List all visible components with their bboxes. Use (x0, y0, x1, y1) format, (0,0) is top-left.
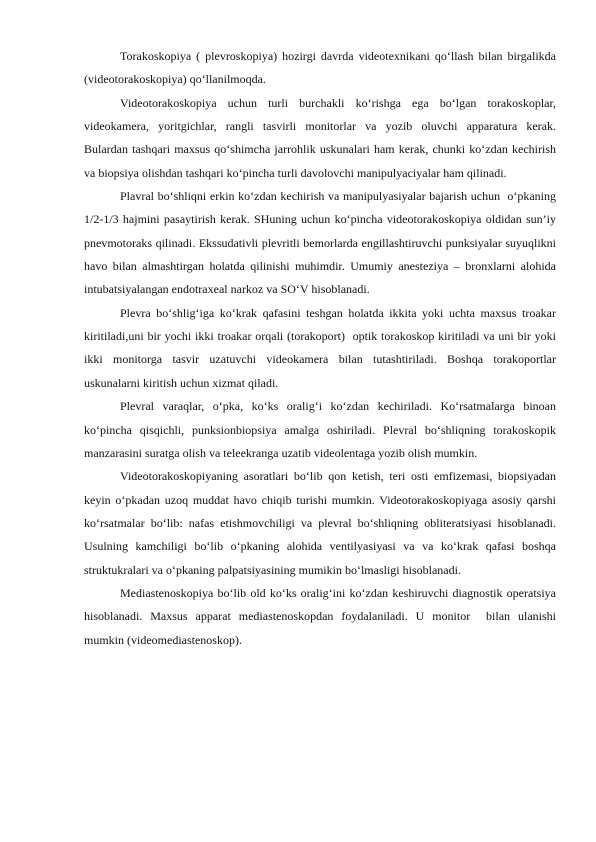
document-page (84, 45, 568, 652)
paragraph-pleural-examination: Plevral varaqlar, o‘pka, ko‘ks oralig‘i ko‘zdan kechiriladi. Ko‘rsatmalarga binoan ko‘pincha qisqichli, punksionbiopsiya amalga oshiriladi. Plevral bo‘shliqning torakoskopik manzarasini suratga olish va teleekranga uzatib videolentaga yozib olish mumkin. (84, 399, 559, 460)
paragraph-videotorakoskopiya-equipment: Videotorakoskopiya uchun turli burchakli ko‘rishga ega bo‘lgan torakoskoplar, videokamera, yoritgichlar, rangli tasvirli monitorlar va yozib oluvchi apparatura kerak. Bulardan tashqari maxsus qo‘shimcha jarrohlik uskunalari ham kerak, chunki ko‘zdan kechirish va biopsiya olishdan tashqari ko‘pincha turli davolovchi manipulyaciyalar ham qilinadi. (84, 95, 568, 180)
paragraph-mediastenoskopiya: Mediastenoskopiya bo‘lib old ko‘ks oralig‘ini ko‘zdan keshiruvchi diagnostik operatsiya hisoblanadi. Maxsus apparat mediastenoskopdan foydalaniladi. U monitor bilan ulanishi mumkin (videomediastenoskop). (84, 585, 562, 647)
paragraph-complications: Videotorakoskopiyaning asoratlari bo‘lib qon ketish, teri osti emfizemasi, biopsiyadan keyin o‘pkadan uzoq muddat havo chiqib turishi mumkin. Videotorakoskopiyaga asosiy qarshi ko‘rsatmalar bo‘lib: nafas etishmovchiligi va plevral bo‘shliqning obliteratsiyasi hisoblanadi. Usulning kamchiligi bo‘lib o‘pkaning alohida ventilyasiyasi va va ko‘krak qafasi boshqa struktukralari va o‘pkaning palpatsiyasining mumikin bo‘lmasligi hisoblanadi. (84, 469, 559, 577)
paragraph-torakoskopiya-intro: Torakoskopiya ( plevroskopiya) hozirgi davrda videotexnikani qo‘llash bilan birgalikda (videotorakoskopiya) qo‘llanilmoqda. (84, 49, 559, 87)
paragraph-troakar-insertion: Plevra bo‘shlig‘iga ko‘krak qafasini teshgan holatda ikkita yoki uchta maxsus troakar kiritiladi,uni bir yochi ikki troakar orqali (torakoport) optik torakoskop kiritiladi va uni bir yoki ikki monitorga tasvir uzatuvchi videokamera bilan tutashtiriladi. Boshqa torakoportlar uskunalarni kiritish uchun xizmat qiladi. (84, 305, 559, 390)
paragraph-lung-volume-reduction: Plavral bo‘shliqni erkin ko‘zdan kechirish va manipulyasiyalar bajarish uchun o‘pkaning 1/2-1/3 hajmini pasaytirish kerak. SHuning uchun ko‘pincha videotorakoskopiya oldidan sun’iy pnevmotoraks qilinadi. Ekssudativli plevritli bemorlarda engillashtiruvchi punksiyalar suyuqlikni havo bilan almashtirgan holatda qilinishi muhimdir. Umumiy anesteziya – bronxlarni alohida intubatsiyalangan endotraxeal narkoz va SO‘V hisoblanadi. (84, 189, 559, 297)
